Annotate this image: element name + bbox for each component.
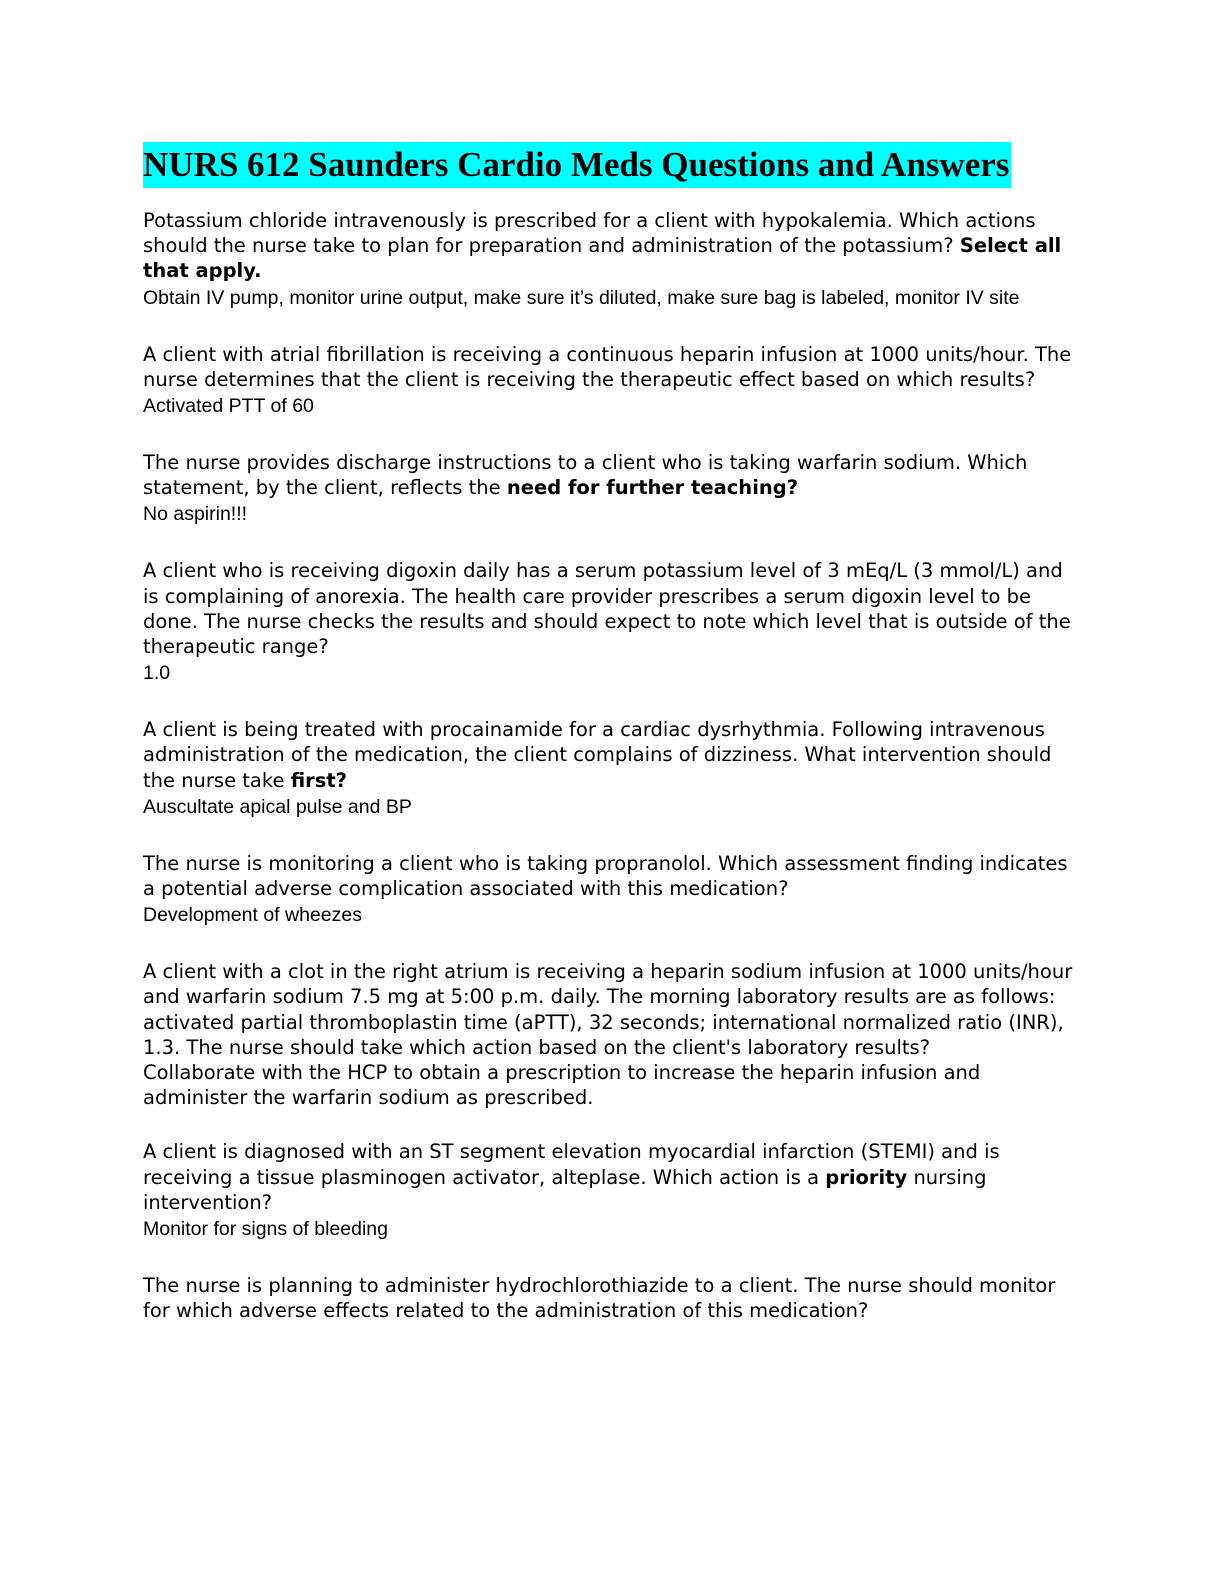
question-text <box>143 1273 1083 1323</box>
question-text <box>143 342 1083 392</box>
question-text-part: The nurse is planning to administer hydrochlorothiazide to a client. The nurse should monitor for which adverse effects related to the administration of this medication? <box>143 1274 1056 1323</box>
answer-text: Collaborate with the HCP to obtain a prescription to increase the heparin infusion and administer the warfarin sodium as prescribed. <box>143 1061 981 1110</box>
qa-item <box>143 558 1083 688</box>
question-text <box>143 717 1083 793</box>
question-emphasis: first? <box>290 768 347 792</box>
document-title: NURS 612 Saunders Cardio Meds Questions and Answers <box>143 142 1011 188</box>
qa-list <box>143 208 1083 1323</box>
question-text <box>143 959 1083 1060</box>
answer-text: No aspirin!!! <box>143 503 248 526</box>
answer-text: 1.0 <box>143 662 171 685</box>
answer-text: Monitor for signs of bleeding <box>143 1218 388 1241</box>
qa-item <box>143 851 1083 930</box>
question-text <box>143 208 1083 284</box>
question-emphasis: need for further teaching? <box>506 476 799 500</box>
answer-text: Activated PTT of 60 <box>143 395 314 418</box>
qa-item <box>143 717 1083 822</box>
answer-text: Obtain IV pump, monitor urine output, make sure it’s diluted, make sure bag is labeled, monitor IV site <box>143 286 1020 309</box>
qa-item <box>143 450 1083 529</box>
qa-item <box>143 208 1083 313</box>
question-text-part: A client who is receiving digoxin daily has a serum potassium level of 3 mEq/L (3 mmol/L) and is complaining of anorexia. The health care provider prescribes a serum digoxin level to be done. The nurse checks the results and should expect to note which level that is outside of the therapeutic range? <box>143 559 1071 659</box>
question-text-part: nursing intervention? <box>143 1165 987 1214</box>
question-text-part: The nurse provides discharge instructions to a client who is taking warfarin sodium. Which statement, by the client, reflects the <box>143 451 1028 500</box>
qa-item <box>143 1273 1083 1323</box>
qa-item <box>143 959 1083 1110</box>
question-text-part: A client is being treated with procainamide for a cardiac dysrhythmia. Following intravenous administration of the medication, the client complains of dizziness. What intervention should the nurse take <box>143 718 1052 792</box>
question-text-part: A client with a clot in the right atrium is receiving a heparin sodium infusion at 1000 units/hour and warfarin sodium 7.5 mg at 5:00 p.m. daily. The morning laboratory results are as follows: activated partial thromboplastin time (aPTT), 32 seconds; international normalized ratio (INR), 1.3. The nurse should take which action based on the client's laboratory results? <box>143 960 1073 1059</box>
question-text <box>143 450 1083 500</box>
question-text-part: The nurse is monitoring a client who is taking propranolol. Which assessment finding indicates a potential adverse complication associated with this medication? <box>143 851 1068 901</box>
answer-text: Development of wheezes <box>143 904 362 927</box>
qa-item <box>143 1139 1083 1244</box>
question-text <box>143 558 1083 659</box>
answer-text: Auscultate apical pulse and BP <box>143 795 412 818</box>
question-emphasis: Select all that apply. <box>143 234 1062 283</box>
question-text <box>143 851 1083 901</box>
document-page <box>143 142 1083 1352</box>
qa-item <box>143 342 1083 421</box>
question-text-part: A client with atrial fibrillation is receiving a continuous heparin infusion at 1000 units/hour. The nurse determines that the client is receiving the therapeutic effect based on which results? <box>143 342 1072 391</box>
question-emphasis: priority <box>825 1165 908 1189</box>
question-text <box>143 1139 1083 1215</box>
question-text-part: Potassium chloride intravenously is prescribed for a client with hypokalemia. Which actions should the nurse take to plan for preparation and administration of the potassium? <box>143 209 1036 258</box>
question-text-part: A client is diagnosed with an ST segment elevation myocardial infarction (STEMI) and is receiving a tissue plasminogen activator, alteplase. Which action is a <box>143 1140 1000 1189</box>
